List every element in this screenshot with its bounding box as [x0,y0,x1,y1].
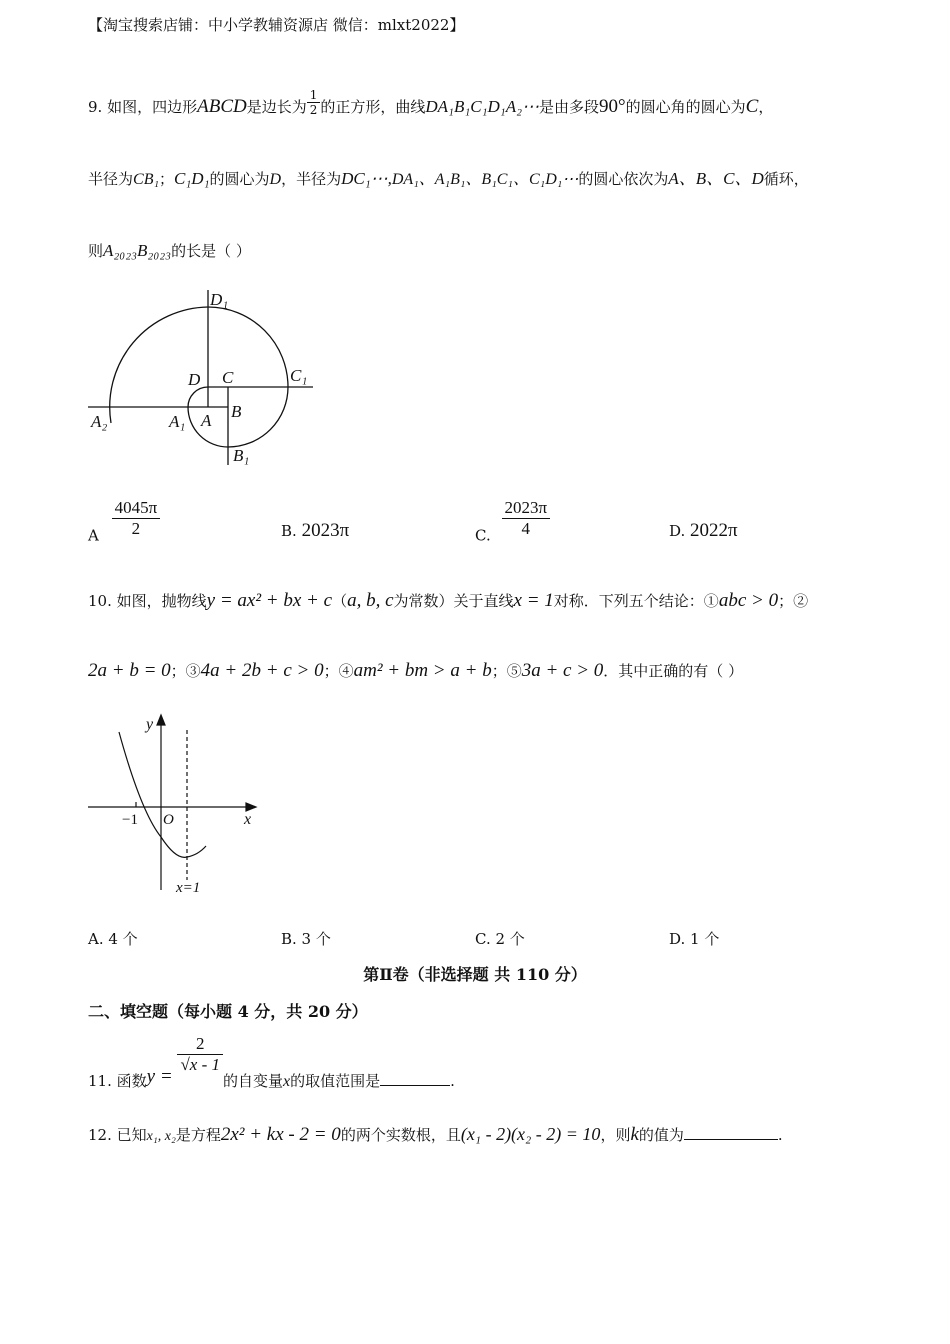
q9-center-list: A、B、C、D [668,169,764,188]
q10-conclusion-5: 3a + c > 0 [521,660,604,681]
q9-arc-c1d1 [208,307,288,387]
header-banner: 【淘宝搜索店铺：中小学教辅资源店 微信：mlxt2022】 [88,16,465,34]
q9-option-c[interactable]: C. $\frac{2023\pi}{4}$ [475,498,550,545]
q9-radius-dc1: DC₁⋯, [341,169,392,188]
q10-parabola-graph [86,712,266,897]
q9-label-c: C [222,368,234,387]
q10-conclusion-4: am² + bm > a + b [353,660,492,681]
q10-label-origin: O [163,812,174,828]
q10-option-c[interactable]: C. 2 个 [475,930,525,948]
q10-parabola-equation: y = ax² + bx + c [206,590,333,611]
q11-fraction: $\frac{2}{√x - 1}$ [177,1034,223,1075]
q11-variable-x: x [283,1073,291,1090]
q10-option-a[interactable]: A. 4 个 [88,930,138,948]
q10-label-y: y [146,716,154,733]
q10-label-neg1: −1 [122,812,138,828]
q10-option-d[interactable]: D. 1 个 [669,930,720,948]
q12-condition: (x₁ - 2)(x₂ - 2) = 10 [460,1124,601,1144]
q9-number: 9. [88,98,103,116]
q12-answer-blank[interactable] [684,1139,778,1140]
q10-params: a, b, c [347,590,394,611]
q9-option-d[interactable]: D. 2022π [669,520,738,541]
q11-number: 11. [88,1072,112,1090]
q10-label-x1: x=1 [176,880,201,896]
q12-variable-k: k [630,1124,639,1145]
q12-roots: x₁, x₂ [146,1129,176,1144]
q9-curve-name: DA₁B₁C₁D₁A₂⋯ [425,97,539,116]
q9-option-c-fraction: $\frac{2023\pi}{4}$ [502,498,551,539]
section-2-title: 第Ⅱ卷（非选择题 共 110 分） [363,965,587,984]
q11-answer-blank[interactable] [380,1085,450,1086]
q9-line-1: 9. 如图，四边形ABCD是边长为 $\frac{1}{2}$ 的正方形，曲线DA₁B₁C₁D₁A₂⋯是由多段90°的圆心角的圆心为C， [88,88,774,117]
q9-center-c: C [745,96,759,117]
q9-label-b1: B₁ [233,446,250,465]
part-2-fill-in-title: 二、填空题（每小题 4 分，共 20 分） [88,1002,368,1021]
q11-line: 11. 函数y = $\frac{2}{√x - 1}$ 的自变量x的取值范围是 . [88,1034,455,1090]
q9-label-a: A [201,411,212,430]
q9-line-2: 半径为CB₁；C₁D₁的圆心为D，半径为DC₁⋯,DA₁、A₁B₁、B₁C₁、C₁D₁⋯的圆心依次为A、B、C、D循环， [88,169,809,188]
q9-arc-c1d1: C₁D₁ [174,169,210,188]
q9-option-a-fraction: $\frac{4045\pi}{2}$ [112,498,161,539]
q10-conclusion-2: 2a + b = 0 [88,660,171,681]
q10-label-x: x [244,811,252,828]
q10-axis: x = 1 [513,590,554,611]
q9-text: 如图，四边形 [107,98,198,116]
q10-line-2: 2a + b = 0；③4a + 2b + c > 0；④am² + bm > a + b；⑤3a + c > 0．其中正确的有（ ） [88,660,744,681]
q9-arc-da1 [188,387,208,407]
q11-radicand: x - 1 [189,1055,221,1074]
q9-option-a[interactable]: A $\frac{4045\pi}{2}$ [88,498,160,545]
q9-radius-cb1: CB₁ [133,171,160,188]
q9-angle: 90° [599,96,626,117]
q10-line-1: 10. 如图，抛物线y = ax² + bx + c（a, b, c为常数）关于直线x = 1对称．下列五个结论：①abc > 0；② [88,590,809,611]
q12-number: 12. [88,1126,112,1144]
q9-option-b[interactable]: B. 2023π [281,520,350,541]
q10-y-arrow [157,715,165,725]
q9-label-a1: A₁ [169,412,186,431]
q9-target-arc: A₂₀₂₃B₂₀₂₃ [103,241,172,260]
q9-spiral-figure [88,285,328,470]
q11-y-equals: y = [146,1066,173,1087]
q9-arc-list: DA₁、A₁B₁、B₁C₁、C₁D₁⋯ [391,171,579,188]
q12-equation: 2x² + kx - 2 = 0 [220,1124,341,1145]
q9-line-3: 则A₂₀₂₃B₂₀₂₃的长是（ ） [88,241,251,260]
q12-line: 12. 已知x₁, x₂是方程2x² + kx - 2 = 0的两个实数根，且(x₁ - 2)(x₂ - 2) = 10，则k的值为 . [88,1124,783,1145]
q10-conclusion-3: 4a + 2b + c > 0 [200,660,324,681]
q9-label-d1: D₁ [210,290,229,309]
q9-half-fraction: $\frac{1}{2}$ [307,88,321,117]
q9-label-d: D [188,370,201,389]
q10-parabola-curve [119,732,206,857]
q9-label-a2: A₂ [91,412,108,431]
q9-center-d: D [269,171,282,188]
q10-option-b[interactable]: B. 3 个 [281,930,331,948]
q9-label-b: B [231,402,242,421]
q10-number: 10. [88,592,112,610]
q10-x-arrow [246,803,256,811]
q10-conclusion-1: abc > 0 [718,590,779,611]
q9-arc-d1a2 [110,307,208,423]
q9-label-c1: C₁ [290,366,308,385]
q9-square-name: ABCD [197,96,247,117]
